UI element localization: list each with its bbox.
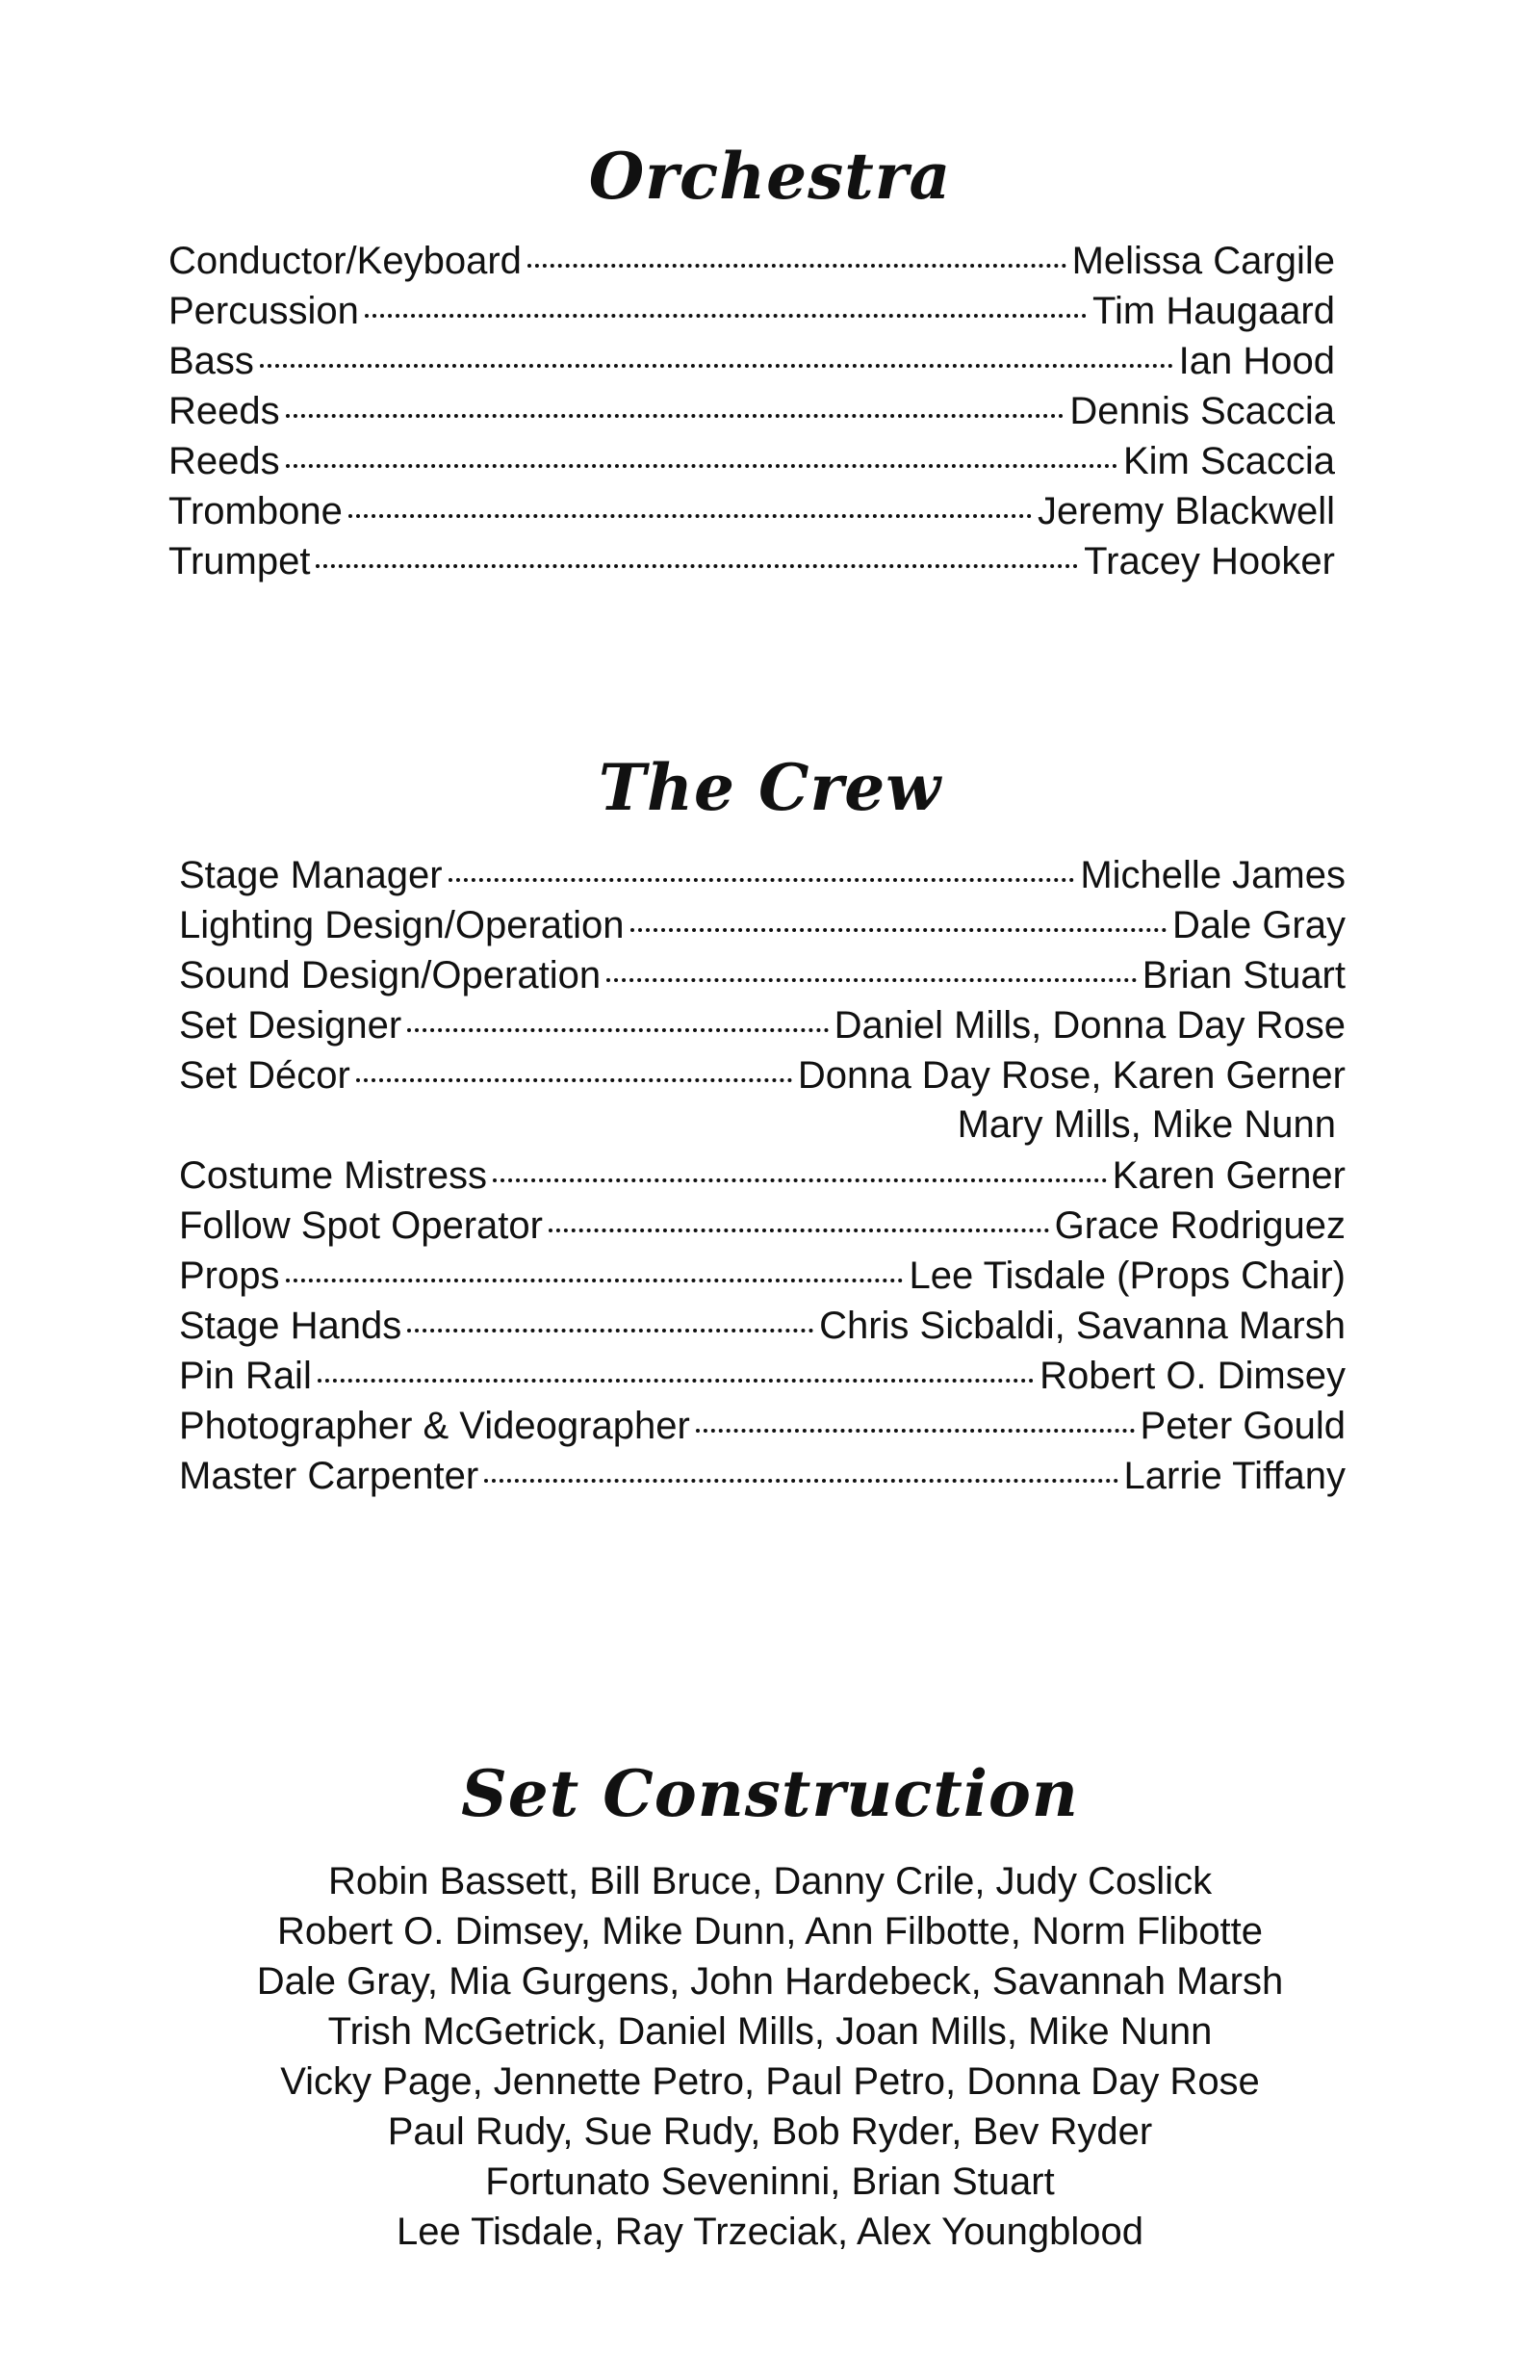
dot-leader: [286, 1250, 904, 1288]
person-name: Karen Gerner: [1112, 1154, 1346, 1197]
list-item: [179, 1200, 1346, 1250]
names-line: Trish McGetrick, Daniel Mills, Joan Mills, Mike Nunn: [327, 2010, 1213, 2053]
dot-leader: [407, 999, 828, 1038]
list-item: [168, 435, 1335, 485]
person-name: Daniel Mills, Donna Day Rose: [834, 1004, 1346, 1047]
role-label: Master Carpenter: [179, 1455, 479, 1497]
role-label: Stage Hands: [179, 1305, 402, 1347]
dot-leader: [527, 235, 1066, 273]
list-item: [179, 949, 1346, 999]
names-line: Robin Bassett, Bill Bruce, Danny Crile, Judy Coslick: [327, 1860, 1213, 1902]
dot-leader: [696, 1400, 1135, 1438]
person-name: Ian Hood: [1178, 340, 1335, 382]
role-label: Sound Design/Operation: [179, 954, 602, 996]
list-item: [179, 999, 1346, 1049]
dot-leader: [407, 1300, 813, 1338]
list-item: [168, 535, 1335, 585]
dot-leader: [316, 535, 1078, 574]
names-line: Vicky Page, Jennette Petro, Paul Petro, Donna Day Rose: [280, 2060, 1260, 2103]
role-label: Reeds: [168, 390, 280, 432]
dot-leader: [286, 385, 1065, 424]
list-item: [179, 1049, 1346, 1099]
orchestra-list: [168, 235, 1335, 585]
role-label: Conductor/Keyboard: [168, 240, 522, 282]
role-label: Costume Mistress: [179, 1154, 488, 1197]
names-line: Fortunato Seveninni, Brian Stuart: [485, 2160, 1055, 2203]
role-label: Bass: [168, 340, 254, 382]
names-line: Paul Rudy, Sue Rudy, Bob Ryder, Bev Ryder: [387, 2110, 1153, 2153]
person-name: Kim Scaccia: [1122, 440, 1335, 482]
list-item: [179, 1250, 1346, 1300]
person-name: Donna Day Rose, Karen Gerner: [797, 1054, 1346, 1097]
person-name: Chris Sicbaldi, Savanna Marsh: [819, 1305, 1346, 1347]
dot-leader: [348, 485, 1032, 524]
role-label: Follow Spot Operator: [179, 1204, 543, 1247]
list-item: [179, 849, 1346, 899]
list-item: [179, 1350, 1346, 1400]
dot-leader: [260, 335, 1173, 374]
crew-list: [179, 849, 1346, 1500]
role-label: Photographer & Videographer: [179, 1405, 690, 1447]
dot-leader: [549, 1200, 1049, 1238]
list-item: [168, 235, 1335, 285]
list-item: [179, 1150, 1346, 1200]
list-item: [179, 1300, 1346, 1350]
dot-leader: [484, 1450, 1117, 1488]
dot-leader: [356, 1049, 792, 1088]
person-name: Dennis Scaccia: [1069, 390, 1335, 432]
person-name: Tim Haugaard: [1092, 290, 1335, 332]
role-label: Reeds: [168, 440, 280, 482]
list-item: [168, 485, 1335, 535]
person-name: Brian Stuart: [1142, 954, 1346, 996]
person-name: Melissa Cargile: [1071, 240, 1335, 282]
role-label: Props: [179, 1255, 280, 1297]
role-label: Trombone: [168, 490, 343, 532]
person-name: Dale Gray: [1171, 904, 1346, 946]
list-item: [179, 1400, 1346, 1450]
list-item-continuation: [179, 1099, 1346, 1150]
person-name: Mary Mills, Mike Nunn: [957, 1103, 1336, 1146]
dot-leader: [318, 1350, 1034, 1388]
names-line: Dale Gray, Mia Gurgens, John Hardebeck, Savannah Marsh: [256, 1960, 1284, 2003]
set-construction-list: [0, 1856, 1540, 2257]
list-item: [168, 385, 1335, 435]
names-line: Lee Tisdale, Ray Trzeciak, Alex Youngblood: [396, 2211, 1144, 2253]
dot-leader: [286, 435, 1117, 474]
person-name: Tracey Hooker: [1084, 540, 1335, 582]
orchestra-heading: Orchestra: [588, 139, 952, 214]
role-label: Set Designer: [179, 1004, 402, 1047]
dot-leader: [606, 949, 1137, 988]
person-name: Michelle James: [1080, 854, 1346, 896]
dot-leader: [365, 285, 1087, 323]
dot-leader: [449, 849, 1075, 888]
list-item: [168, 335, 1335, 385]
role-label: Lighting Design/Operation: [179, 904, 625, 946]
person-name: Grace Rodriguez: [1054, 1204, 1346, 1247]
person-name: Larrie Tiffany: [1123, 1455, 1346, 1497]
role-label: Set Décor: [179, 1054, 350, 1097]
crew-heading: The Crew: [598, 750, 942, 825]
dot-leader: [493, 1150, 1107, 1188]
dot-leader: [630, 899, 1167, 938]
list-item: [168, 285, 1335, 335]
person-name: Lee Tisdale (Props Chair): [909, 1255, 1346, 1297]
person-name: Jeremy Blackwell: [1038, 490, 1335, 532]
set-construction-heading: Set Construction: [461, 1756, 1079, 1831]
names-line: Robert O. Dimsey, Mike Dunn, Ann Filbotte, Norm Flibotte: [276, 1910, 1264, 1953]
role-label: Pin Rail: [179, 1355, 312, 1397]
person-name: Robert O. Dimsey: [1040, 1355, 1346, 1397]
role-label: Trumpet: [168, 540, 311, 582]
role-label: Stage Manager: [179, 854, 443, 896]
role-label: Percussion: [168, 290, 359, 332]
list-item: [179, 1450, 1346, 1500]
person-name: Peter Gould: [1140, 1405, 1346, 1447]
list-item: [179, 899, 1346, 949]
